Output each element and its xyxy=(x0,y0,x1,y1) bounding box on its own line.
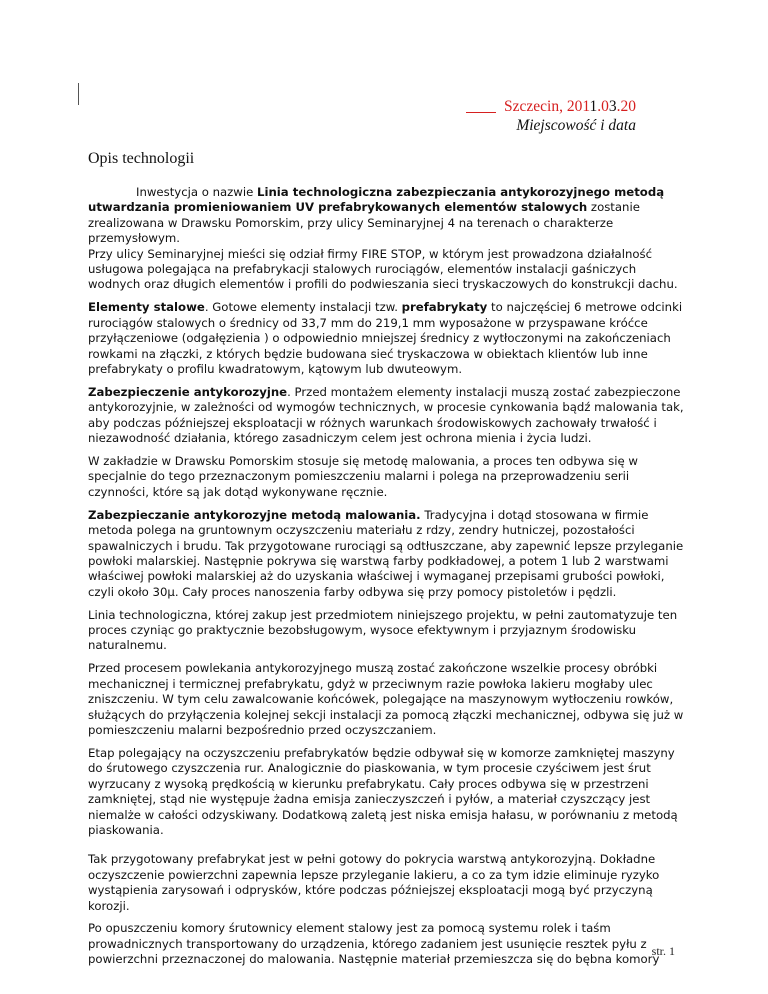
paragraph-intro xyxy=(88,185,688,293)
place-date-part: 1 xyxy=(589,98,598,115)
place-date-label: Miejscowość i data xyxy=(516,117,636,134)
place-date-part: 3 xyxy=(608,98,617,115)
paragraph-ready-prefab: Tak przygotowany prefabrykat jest w pełni gotowy do pokrycia warstwą antykorozyjną. Dokładne oczyszczenie powierzchni zapewnia lepsze przyleganie lakieru, a co za tym idzie eliminuje ryzyko wystąpienia zarysowań i odprysków, które podczas późniejszej eksploatacji mogą być przyczyną korozji. xyxy=(88,852,660,913)
paragraph-transport: Po opuszczeniu komory śrutownicy element stalowy jest za pomocą systemu rolek i taśm prowadnicznych transportowany do urządzenia, którego zadaniem jest usunięcie resztek pyłu z powierzchni przeznaczonej do malowania. Następnie materiał przemieszcza się do bębna komory xyxy=(88,921,660,967)
document-body xyxy=(88,185,688,975)
bold-run: Linia technologiczna zabezpieczania antykorozyjnego metodą utwardzania promieniowaniem UV prefabrykowanych elementów stalowych xyxy=(88,185,665,215)
paragraph-shot-blasting: Etap polegający na oczyszczeniu prefabrykatów będzie odbywał się w komorze zamkniętej maszyny do śrutowego czyszczenia rur. Analogicznie do piaskowania, w tym procesie czyściwem jest śrut wyrzucany z wysoką prędkością w kierunku prefabrykatu. Cały proces odbywa się w przestrzeni zamkniętej, stąd nie występuje żadna emisja zanieczyszczeń i pyłów, a materiał czyszczący jest niemalże w całości odzyskiwany. Dodatkową zaletą jest niska emisja hałasu, w porównaniu z metodą piaskowania. xyxy=(88,745,678,837)
text-run: Inwestycja o nazwie xyxy=(136,185,258,199)
text-run: Przy ulicy Seminaryjnej mieści się odział firmy FIRE STOP, w którym jest prowadzona działalność usługowa polegająca na prefabrykacji stalowych rurociągów, elementów instalacji gaśniczych wodnych oraz długich elementów i profili do podwieszania sieci tryskaczowych do konstrukcji dachu. xyxy=(88,246,678,292)
paragraph-plant-method: W zakładzie w Drawsku Pomorskim stosuje się metodę malowania, a proces ten odbywa się w specjalnie do tego przeznaczonym pomieszczeniu malarni i polega na przeprowadzeniu serii czynności, które są jak dotąd wykonywane ręcznie. xyxy=(88,454,638,499)
text-run: . Przed montażem elementy instalacji muszą zostać zabezpieczone antykorozyjnie, w zależności od wymogów technicznych, w procesie cynkowania bądź malowania tak, aby podczas późniejszej eksploatacji w różnych warunkach środowiskowych zachowały trwałość i niezawodność działania, którego zasadniczym celem jest ochrona mienia i życia ludzi. xyxy=(88,384,684,446)
text-run: zostanie zrealizowana w Drawsku Pomorskim, przy ulicy Seminaryjnej 4 na terenach o charakterze przemysłowym. xyxy=(88,200,640,246)
revision-bar xyxy=(78,83,79,105)
paragraph-production-line: Linia technologiczna, której zakup jest przedmiotem niniejszego projektu, w pełni zautomatyzuje ten proces czyniąc go praktycznie bezobsługowym, wysoce efektywnym i przyjaznym środowisku naturalnemu. xyxy=(88,607,678,653)
place-date-block xyxy=(466,97,636,136)
document-title: Opis technologii xyxy=(88,150,195,167)
underline-blank xyxy=(466,112,496,113)
place-date xyxy=(466,97,636,116)
paragraph-steel-elements xyxy=(88,300,688,377)
bold-run: prefabrykaty xyxy=(401,300,488,315)
text-run: Tradycyjna i dotąd stosowana w firmie metoda polega na gruntownym oczyszczeniu materiału z rdzy, zendry hutniczej, pozostałości spawalniczych i brudu. Tak przygotowane rurociągi są odtłuszczane, aby zapewnić lepsze przyleganie powłoki malarskiej. Następnie pokrywa się warstwą farby podkładowej, a potem 1 lub 2 warstwami właściwej powłoki malarskiej aż do uzyskania właściwej i wymaganej przepisami grubości powłoki, czyli około 30µ. Cały proces nanoszenia farby odbywa się przy pomocy pistoletów i pędzli. xyxy=(88,507,684,599)
bold-run: Zabezpieczanie antykorozyjne metodą malowania. xyxy=(88,507,421,522)
bold-run: Zabezpieczenie antykorozyjne xyxy=(88,384,288,399)
text-run: to najczęściej 6 metrowe odcinki rurociągów stalowych o średnicy od 33,7 mm do 219,1 mm wyposażone w przyspawane króćce przyłączeniowe (odgałęzienia ) o odpowiednio mniejszej średnicy z wytłoczonymi na zakończeniach rowkami na złączki, z których będzie budowana sieć tryskaczowa w obiektach klientów lub inne prefabrykaty o profilu kwadratowym, kątowym lub dwuteowym. xyxy=(88,300,683,376)
place-date-part: .20 xyxy=(616,98,636,115)
paragraph-corrosion-protection xyxy=(88,385,688,447)
page-number: str. 1 xyxy=(651,944,675,958)
paragraph-pre-coating: Przed procesem powlekania antykorozyjnego muszą zostać zakończone wszelkie procesy obróbki mechanicznej i termicznej prefabrykatu, gdyż w przeciwnym razie powłoka lakieru mogłaby ulec zniszczeniu. W tym celu zawalcowanie końcówek, polegające na maszynowym wytłoczeniu rowków, służących do przyłączenia kolejnej sekcji instalacji za pomocą złączki mechanicznej, odbywa się już w pomieszczeniu malarni bezpośrednio przed oczyszczaniem. xyxy=(88,661,684,737)
text-run: . Gotowe elementy instalacji tzw. xyxy=(204,300,402,315)
place-date-part: .0 xyxy=(597,98,609,115)
bold-run: Elementy stalowe xyxy=(88,300,205,315)
place-date-part: Szczecin, 201 xyxy=(504,98,590,115)
paragraph-painting-method xyxy=(88,508,688,600)
